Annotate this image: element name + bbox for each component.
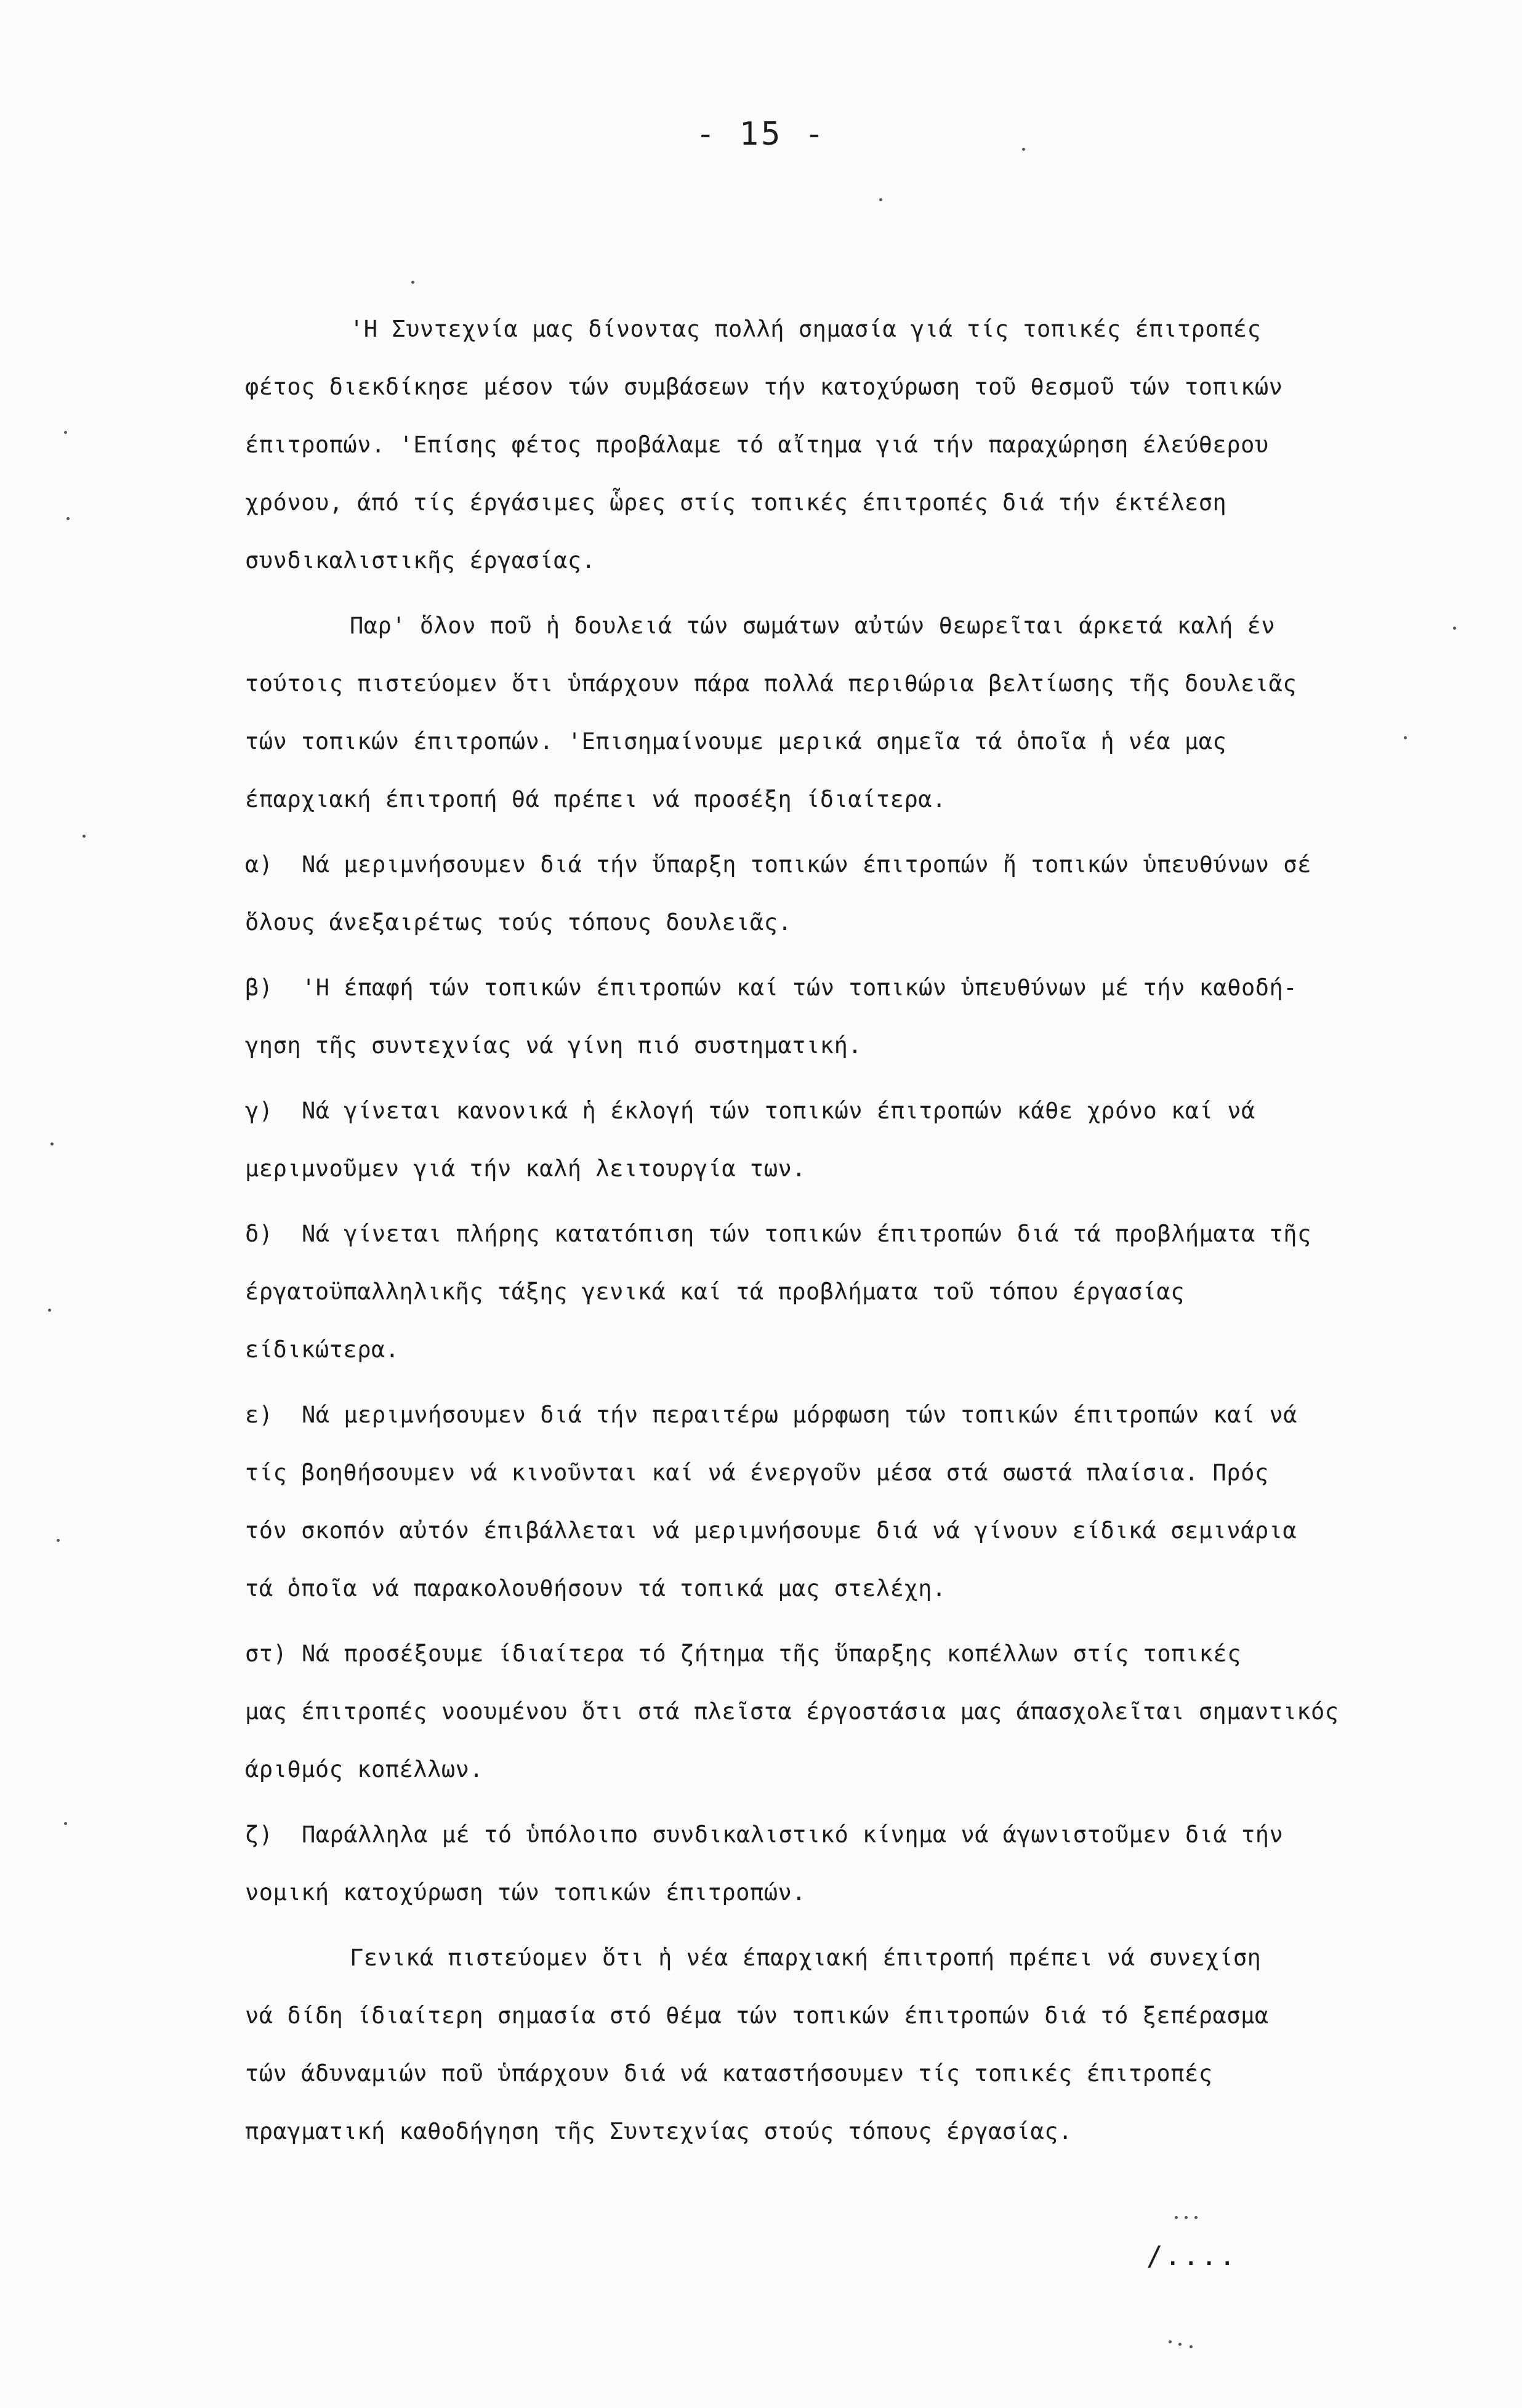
text-line	[245, 1321, 1452, 1379]
line-text: έπιτροπών. 'Επίσης φέτος προβάλαμε τό αἴτημα γιά τήν παραχώρηση έλεύθερου	[245, 431, 1269, 458]
document-body	[245, 300, 1452, 2168]
text-line	[245, 894, 1452, 952]
scan-speck	[66, 517, 70, 520]
line-text: Νά μεριμνήσουμεν διά τήν περαιτέρω μόρφωση τών τοπικών έπιτροπών καί νά	[302, 1402, 1298, 1428]
scan-speck	[1190, 2345, 1193, 2348]
line-text: πραγματική καθοδήγηση τῆς Συντεχνίας στούς τόπους έργασίας.	[245, 2118, 1073, 2145]
list-item	[245, 1806, 1452, 1922]
scan-speck	[1404, 736, 1407, 739]
list-item-label: δ)	[245, 1221, 273, 1247]
line-text: είδικώτερα.	[245, 1336, 400, 1363]
line-text: έργατοϋπαλληλικῆς τάξης γενικά καί τά προβλήματα τοῦ τόπου έργασίας	[245, 1278, 1185, 1305]
line-text: Νά γίνεται πλήρης κατατόπιση τών τοπικών έπιτροπών διά τά προβλήματα τῆς	[302, 1221, 1311, 1247]
text-line	[245, 836, 1452, 894]
scan-speck	[64, 1822, 67, 1825]
scan-speck	[64, 431, 67, 434]
text-line	[245, 1864, 1452, 1922]
list-item	[245, 1082, 1452, 1198]
scan-speck	[50, 1142, 54, 1146]
line-text: τίς βοηθήσουμεν νά κινοῦνται καί νά ένεργοῦν μέσα στά σωστά πλαίσια. Πρός	[245, 1459, 1269, 1486]
list-item-label: στ)	[245, 1640, 288, 1667]
text-line	[245, 1205, 1452, 1263]
text-line	[245, 474, 1452, 532]
scan-speck	[879, 198, 882, 201]
scan-speck	[83, 835, 86, 838]
text-line	[245, 300, 1452, 358]
text-line	[245, 2045, 1452, 2103]
text-line	[245, 416, 1452, 474]
list-item-label: γ)	[245, 1098, 273, 1124]
list-item	[245, 1625, 1452, 1799]
line-text: γηση τῆς συντεχνίας νά γίνη πιό συστηματική.	[245, 1032, 863, 1059]
line-text: Γενικά πιστεύομεν ὅτι ἡ νέα έπαρχιακή έπιτροπή πρέπει νά συνεχίση	[350, 1944, 1262, 1971]
line-text: Νά μεριμνήσουμεν διά τήν ὕπαρξη τοπικών έπιτροπών ἤ τοπικών ὑπευθύνων σέ	[302, 851, 1311, 878]
line-text: τούτοις πιστεύομεν ὅτι ὑπάρχουν πάρα πολλά περιθώρια βελτίωσης τῆς δουλειᾶς	[245, 670, 1297, 697]
line-text: φέτος διεκδίκησε μέσον τών συμβάσεων τήν κατοχύρωση τοῦ θεσμοῦ τών τοπικών	[245, 374, 1283, 400]
list-item	[245, 1386, 1452, 1618]
text-line	[245, 1263, 1452, 1321]
list-item-label: ε)	[245, 1402, 273, 1428]
continuation-mark: /....	[1146, 2241, 1238, 2272]
line-text: τά ὁποῖα νά παρακολουθήσουν τά τοπικά μας στελέχη.	[245, 1575, 946, 1602]
line-text: μεριμνοῦμεν γιά τήν καλή λειτουργία των.	[245, 1155, 807, 1182]
line-text: Παρ' ὅλον ποῦ ἡ δουλειά τών σωμάτων αὐτών θεωρεῖται άρκετά καλή έν	[350, 612, 1276, 639]
text-line	[245, 532, 1452, 590]
text-line	[245, 2103, 1452, 2161]
text-line	[245, 1560, 1452, 1618]
paragraph	[245, 1929, 1452, 2161]
scan-speck	[411, 281, 414, 284]
list-item-label: β)	[245, 974, 273, 1001]
list-item	[245, 959, 1452, 1075]
text-line	[245, 1140, 1452, 1198]
text-line	[245, 1625, 1452, 1683]
line-text: έπαρχιακή έπιτροπή θά πρέπει νά προσέξη ίδιαίτερα.	[245, 786, 946, 813]
line-text: νά δίδη ίδιαίτερη σημασία στό θέμα τών τοπικών έπιτροπών διά τό ξεπέρασμα	[245, 2002, 1269, 2029]
line-text: Νά γίνεται κανονικά ἡ έκλογή τών τοπικών έπιτροπών κάθε χρόνο καί νά	[302, 1098, 1255, 1124]
line-text: 'Η Συντεχνία μας δίνοντας πολλή σημασία γιά τίς τοπικές έπιτροπές	[350, 316, 1262, 342]
line-text: Νά προσέξουμε ίδιαίτερα τό ζήτημα τῆς ὕπαρξης κοπέλλων στίς τοπικές	[302, 1640, 1241, 1667]
text-line	[245, 358, 1452, 416]
paragraph	[245, 597, 1452, 829]
text-line	[245, 1502, 1452, 1560]
paragraph	[245, 300, 1452, 590]
text-line	[245, 655, 1452, 713]
scan-speck	[48, 1309, 51, 1312]
line-text: τόν σκοπόν αὐτόν έπιβάλλεται νά μεριμνήσουμε διά νά γίνουν είδικά σεμινάρια	[245, 1517, 1297, 1544]
text-line	[245, 1444, 1452, 1502]
line-text: 'Η έπαφή τών τοπικών έπιτροπών καί τών τοπικών ὑπευθύνων μέ τήν καθοδή-	[302, 974, 1298, 1001]
line-text: νομική κατοχύρωση τών τοπικών έπιτροπών.	[245, 1879, 807, 1906]
scan-speck	[1022, 148, 1025, 151]
page-number: - 15 -	[696, 116, 826, 153]
scan-speck	[1194, 2216, 1198, 2219]
scan-speck	[57, 1539, 60, 1542]
line-text: συνδικαλιστικῆς έργασίας.	[245, 547, 596, 574]
line-text: ὅλους άνεξαιρέτως τούς τόπους δουλειᾶς.	[245, 909, 792, 936]
scan-speck	[1169, 2340, 1172, 2343]
text-line	[245, 1806, 1452, 1864]
text-line	[245, 1386, 1452, 1444]
line-text: Παράλληλα μέ τό ὑπόλοιπο συνδικαλιστικό κίνημα νά άγωνιστοῦμεν διά τήν	[302, 1821, 1284, 1848]
text-line	[245, 1017, 1452, 1075]
text-line	[245, 1741, 1452, 1799]
line-text: τών άδυναμιών ποῦ ὑπάρχουν διά νά καταστήσουμεν τίς τοπικές έπιτροπές	[245, 2060, 1213, 2087]
scan-speck	[1175, 2216, 1178, 2219]
text-line	[245, 1082, 1452, 1140]
list-item	[245, 1205, 1452, 1379]
scan-speck	[1453, 627, 1456, 630]
text-line	[245, 959, 1452, 1017]
list-item-label: α)	[245, 851, 273, 878]
line-text: τών τοπικών έπιτροπών. 'Επισημαίνουμε μερικά σημεῖα τά ὁποῖα ἡ νέα μας	[245, 728, 1227, 755]
text-line	[245, 1987, 1452, 2045]
text-line	[245, 1683, 1452, 1741]
line-text: χρόνου, άπό τίς έργάσιμες ὧρες στίς τοπικές έπιτροπές διά τήν έκτέλεση	[245, 489, 1227, 516]
line-text: μας έπιτροπές νοουμένου ὅτι στά πλεῖστα έργοστάσια μας άπασχολεῖται σημαντικός	[245, 1698, 1339, 1725]
text-line	[245, 771, 1452, 829]
list-item-label: ζ)	[245, 1821, 273, 1848]
text-line	[245, 713, 1452, 771]
text-line	[245, 597, 1452, 655]
list-item	[245, 836, 1452, 952]
scan-speck	[1185, 2216, 1188, 2219]
line-text: άριθμός κοπέλλων.	[245, 1756, 484, 1783]
text-line	[245, 1929, 1452, 1987]
scan-speck	[1178, 2343, 1182, 2346]
